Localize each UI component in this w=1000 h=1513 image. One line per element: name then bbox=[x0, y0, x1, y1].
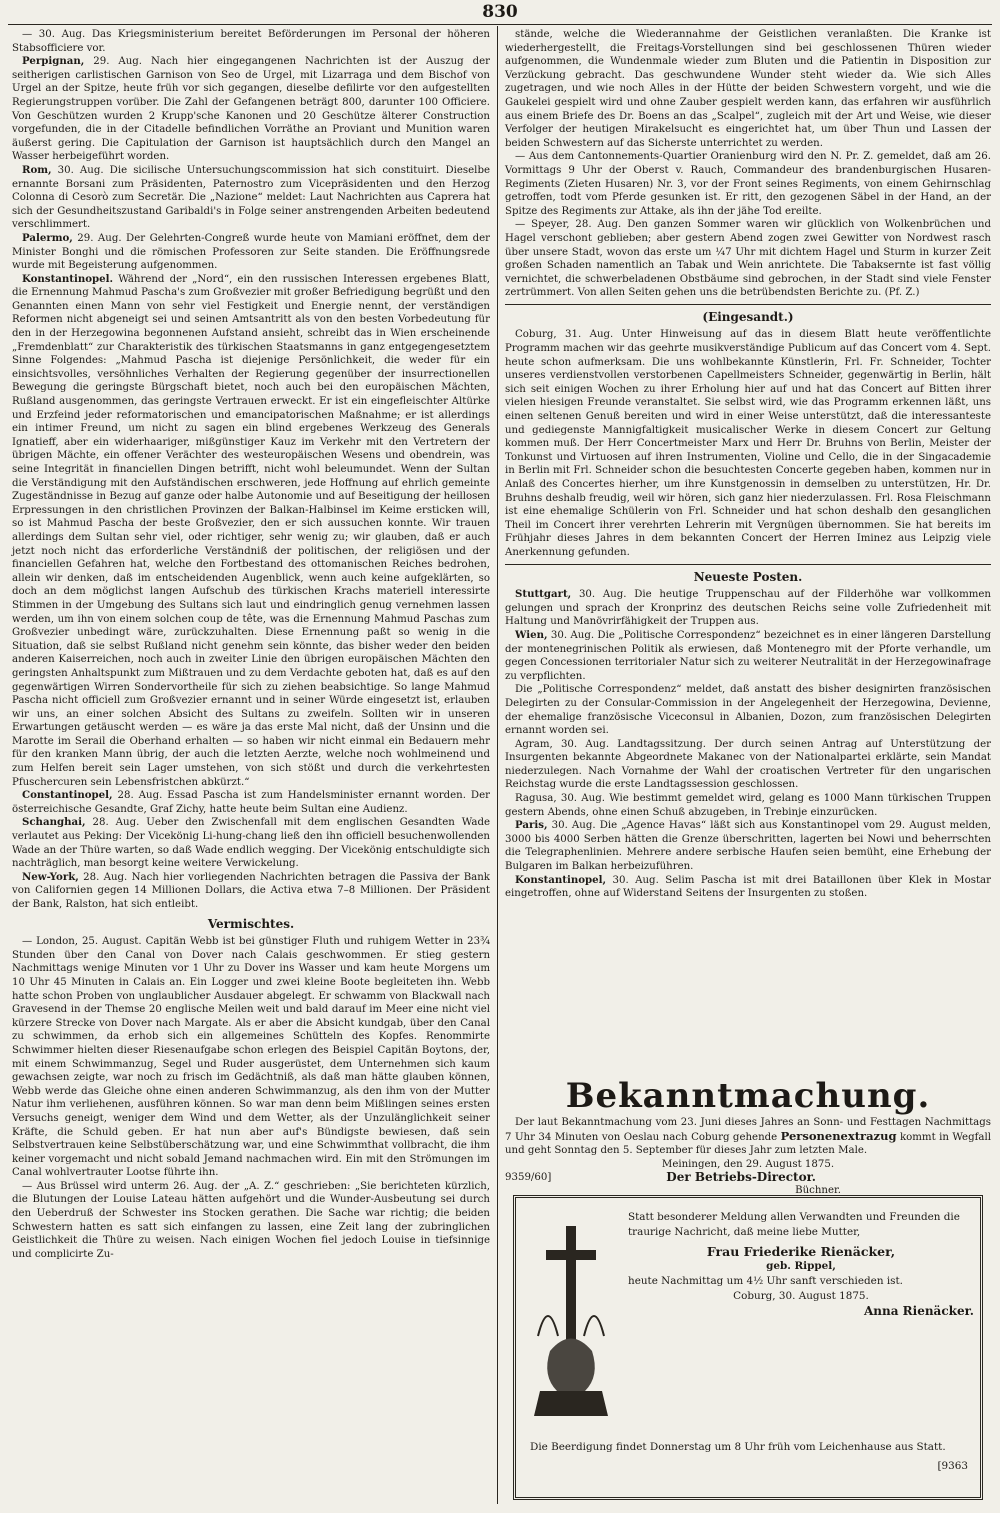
dateline-place: Perpignan, bbox=[22, 55, 85, 68]
latest-news-article bbox=[505, 874, 991, 901]
news-article bbox=[505, 150, 991, 218]
notice-place-date: Meiningen, den 29. August 1875. bbox=[661, 1158, 835, 1170]
notice-signer-name: Büchner. bbox=[795, 1184, 841, 1196]
article-text: Die „Politische Correspondenz“ meldet, daß anstatt des bisher designirten französischen Delegirten zu der Consular-Commission in der Angelegenheit der Herzegowina, Devienne, der ehemalige französische Viceconsul in Albanien, Dozon, zum französischen Delegirten ernannt worden sei. bbox=[505, 684, 991, 737]
notice-train: Personenextrazug bbox=[780, 1128, 897, 1143]
death-notice bbox=[513, 1195, 983, 1500]
article-text: 28. Aug. Essad Pascha ist zum Handelsminister ernannt worden. Der österreichische Gesandte, Graf Zichy, hatte heute beim Sultan eine Audienz. bbox=[12, 790, 490, 815]
article-text: 29. Aug. Der Gelehrten-Congreß wurde heute von Mamiani eröffnet, dem der Minister Bonghi und die römischen Professoren zur Seite standen. Die Eröffnungsrede wurde mit Begeisterung aufgenommen. bbox=[12, 232, 490, 272]
column-divider bbox=[497, 26, 498, 1504]
death-place-date: Coburg, 30. August 1875. bbox=[733, 1290, 869, 1302]
notice-body-before: Der laut Bekanntmachung vom 23. Juni dieses Jahres an Sonn- und Festtagen Nachmittags 7 Uhr 34 Minuten von Oeslau nach Coburg gehende bbox=[505, 1117, 991, 1143]
death-notice-ref: [9363 bbox=[937, 1460, 968, 1472]
dateline-place: New-York, bbox=[22, 870, 79, 883]
latest-news-article bbox=[505, 588, 991, 629]
latest-news-article bbox=[505, 683, 991, 737]
left-column bbox=[12, 28, 490, 1261]
eingesandt-heading: (Eingesandt.) bbox=[702, 309, 794, 324]
page-number: 830 bbox=[482, 2, 518, 22]
dateline-place: Rom, bbox=[22, 163, 52, 176]
news-article bbox=[12, 164, 490, 232]
neueste-heading: Neueste Posten. bbox=[693, 569, 803, 584]
article-text: Agram, 30. Aug. Landtagssitzung. Der durch seinen Antrag auf Unterstützung der Insurgenten bekannte Abgeordnete Makanec von der Nationalpartei erklärte, sein Mandat niederzulegen. Nach Vornahme der Wahl der croatischen Vertreter für den ungarischen Reichstag wurde die erste Landtagssession geschlossen. bbox=[505, 738, 991, 791]
section-rule bbox=[505, 564, 991, 565]
latest-news-article bbox=[505, 738, 991, 792]
notice-signature-row bbox=[505, 1171, 991, 1185]
dateline-place: Wien, bbox=[515, 628, 548, 641]
death-signer: Anna Rienäcker. bbox=[863, 1304, 974, 1318]
news-article bbox=[12, 232, 490, 273]
grave-cross-icon bbox=[530, 1216, 612, 1426]
article-text: 30. Aug. Selim Pascha ist mit drei Bataillonen über Klek in Mostar eingetroffen, ohne auf Widerstand Seitens der Insurgenten zu stoßen. bbox=[505, 874, 991, 900]
article-text: — Aus dem Cantonnements-Quartier Oranienburg wird den N. Pr. Z. gemeldet, daß am 26. Vormittags 9 Uhr der Oberst v. Rauch, Commandeur des brandenburgischen Husaren-Regiments (Zieten Husaren) Nr. 3, vor der Front seines Regiments, von einem Gehirnschlag getroffen, todt vom Pferde gesunken ist. Er ritt, den gezogenen Säbel in der Hand, an der Spitze des Regiments zur Attake, als ihn der jähe Tod ereilte. bbox=[505, 151, 991, 217]
notice-body-after: kommt in Wegfall und geht Sonntag den 5. September für dieses Jahr zum letzten Male. bbox=[505, 1131, 991, 1157]
article-text: stände, welche die Wiederannahme der Geistlichen veranlaßten. Die Kranke ist wiederhergestellt, die Freitags-Vorstellungen sind bei geschlossenen Thüren wieder aufgenommen, die Wundenmale wieder zum Bluten und die Patientin in Disposition zur Verzückung gebracht. Das geschwundene Wunder steht wieder da. Wie sich Alles zugetragen, und wie noch Alles in der Hütte der beiden Schwestern vorgeht, und wie die Gaukelei gespielt wird und ohne Zauber gespielt werden kann, das erfahren wir ausführlich aus einem Briefe des Dr. Boens an das „Scalpel“, zugleich mit der Art und Weise, wie dieser Verfolger der heutigen Mirakelsucht es eingerichtet hat, um über Thun und Lassen der beiden Schwestern auf das Sicherste unterrichtet zu werden. bbox=[505, 29, 991, 149]
latest-news-article bbox=[505, 819, 991, 873]
deceased-name: Frau Friederike Rienäcker, bbox=[706, 1244, 896, 1259]
news-article bbox=[505, 28, 991, 150]
deceased-born: geb. Rippel, bbox=[766, 1260, 836, 1272]
news-article bbox=[12, 816, 490, 870]
article-text: 30. Aug. Die „Politische Correspondenz“ bezeichnet es in einer längeren Darstellung der montenegrinischen Politik als erwiesen, daß Montenegro mit der Pforte verhandle, um gegen Concessionen territorialer Natur sich zu weiterer Neutralität in der Herzegowinafrage zu verpflichten. bbox=[505, 629, 991, 682]
dateline-place: Paris, bbox=[515, 819, 548, 832]
dateline-place: Schanghai, bbox=[22, 816, 86, 829]
news-article bbox=[505, 218, 991, 300]
latest-news-article bbox=[505, 792, 991, 819]
article-text: — 30. Aug. Das Kriegsministerium bereitet Beförderungen im Personal der höheren Stabsofficiere vor. bbox=[12, 29, 490, 54]
dateline-place: Constantinopel, bbox=[22, 789, 113, 802]
death-intro: Statt besonderer Meldung allen Verwandten und Freunden die traurige Nachricht, daß meine liebe Mutter, bbox=[628, 1211, 960, 1238]
news-article bbox=[12, 55, 490, 164]
notice-body bbox=[505, 1116, 991, 1158]
dateline-place: Palermo, bbox=[22, 231, 73, 244]
right-column bbox=[505, 28, 991, 901]
article-text: — Speyer, 28. Aug. Den ganzen Sommer waren wir glücklich von Wolkenbrüchen und Hagel verschont geblieben; aber gestern Abend zogen zwei Gewitter von Nordwest rasch über unsere Stadt, wovon das erste um ¼7 Uhr mit dichtem Hagel und Sturm in kurzer Zeit großen Schaden namentlich an Tabak und Wein anrichtete. Die Tabaksernte ist fast völlig vernichtet, die schwerbeladenen Obstbäume sind gebrochen, in der Stadt sind viele Fenster zertrümmert. Von allen Seiten gehen uns die betrübendsten Berichte zu. (Pf. Z.) bbox=[505, 219, 991, 299]
funeral-note: Die Beerdigung findet Donnerstag um 8 Uhr früh vom Leichenhause aus Statt. bbox=[530, 1441, 946, 1453]
vermischtes-heading: Vermischtes. bbox=[207, 916, 295, 931]
vermischtes-article: — London, 25. August. Capitän Webb ist bei günstiger Fluth und ruhigem Wetter in 23¾ Stunden über den Canal von Dover nach Calais geschwommen. Er stieg gestern Nachmittags wenige Minuten vor 1 Uhr zu Dover ins Wasser und kam heute Morgens um 10 Uhr 45 Minuten in Calais an. Ein Logger und zwei kleine Boote begleiteten ihn. Webb hatte schon Proben von unglaublicher Ausdauer abgelegt. Er schwamm von Blackwall nach Gravesend in der Themse 20 englische Meilen weit und bald darauf im Meer eine nicht viel kürzere Strecke von Dover nach Margate. Als er aber die Absicht kundgab, über den Canal zu schwimmen, da erhob sich ein allgemeines Schütteln des Kopfes. Renommirte Schwimmer hielten dieser Riesenaufgabe schon erlegen des Beispiel Capitän Boytons, der, mit einem Schwimmanzug, Segel und Ruder ausgerüstet, dem Unternehmen sich kaum gewachsen zeigte, war noch zu frisch im Gedächtniß, als daß man hätte glauben können, Webb werde das Gleiche ohne einen anderen Schwimmanzug, als den ihm von der Mutter Natur ihm verliehenen, ausführen können. So war man denn beim Mißlingen seines ersten Versuchs geneigt, weniger dem Wind und dem Wetter, als der Unzulänglichkeit seiner Kräfte, die Schuld geben. Er hat nun aber auf's Bündigste bewiesen, daß sein Selbstvertrauen keine Selbstüberschätzung war, und eine Schwimmthat vollbracht, die ihm keiner vorgemacht und nicht sobald Jemand nachmachen wird. Ein mit den Strömungen im Canal wohlvertrauter Lootse führte ihn. bbox=[12, 936, 490, 1179]
article-text: 30. Aug. Die heutige Truppenschau auf der Filderhöhe war vollkommen gelungen und sprach der Kronprinz des deutschen Reichs seine volle Zufriedenheit mit Haltung und Manövrirfähigkeit der Truppen aus. bbox=[505, 589, 991, 628]
dateline-place: Konstantinopel. bbox=[22, 272, 114, 285]
article-text: Während der „Nord“, ein den russischen Interessen ergebenes Blatt, die Ernennung Mahmud Pascha's zum Großvezier mit großer Befriedigung begrüßt und den Genannten einen Mann von sehr viel Festigkeit und Energie nennt, der verständigen Reformen nicht abgeneigt sei und seinen Amtsantritt als von den besten Vorbedeutung für den in der Herzegowina begonnenen Aufstand ansieht, schreibt das in Wien erscheinende „Fremdenblatt“ zur Charakteristik des türkischen Staatsmanns in ganz entgegengesetztem Sinne Folgendes: „Mahmud Pascha ist diejenige Persönlichkeit, die weder für ein einsichtsvolles, versöhnliches Verhalten der Regierung gegenüber der insurrectionellen Bewegung die geringste Bürgschaft bietet, noch auch bei den europäischen Mächten, Rußland ausgenommen, das geringste Vertrauen erweckt. Er ist ein eingefleischter Altürke und Erzfeind jeder reformatorischen und emancipatorischen Maßnahme; er ist allerdings ein intimer Freund, um nicht zu sagen ein blind ergebenes Werkzeug des Generals Ignatieff, aber ein widerhaariger, mißgünstiger Kauz im Verkehr mit den Vertretern der übrigen Mächte, ein offener Verächter des westeuropäischen Wesens und obendrein, was seine Integrität in financiellen Dingen betrifft, nicht wohl beleumundet. Wenn der Sultan die Verständigung mit den Aufständischen erschweren, jede Hoffnung auf ehrlich gemeinte Zugeständnisse in Bezug auf ganze oder halbe Autonomie und auf Beseitigung der heillosen Erpressungen in den christlichen Provinzen der Balkan-Halbinsel im Keime ersticken will, so ist Mahmud Pascha der beste Großvezier, den er sich aussuchen konnte. Wir trauen allerdings dem Sultan sehr viel, oder richtiger, sehr wenig zu; wir glauben, daß er auch jetzt noch nicht das erforderliche Verständniß der politischen, der religiösen und der financiellen Gefahren hat, welche den Fortbestand des ottomanischen Reiches bedrohen, allein wir denken, daß im entscheidenden Augenblick, wenn auch keine aufgeklärten, so doch an dem möglichst langen Aufschub des türkischen Krachs materiell interessirte Stimmen in der Umgebung des Sultans sich laut und eindringlich genug vernehmen lassen werden, um ihn von einem solchen coup de tête, was die Ernennung Mahmud Paschas zum Großvezier unbedingt wäre, zurückzuhalten. Diese Ernennung paßt so wenig in die Situation, daß sie selbst Rußland nicht genehm sein könnte, das bisher weder den beiden anderen Kaiserreichen, noch auch in zweiter Linie den übrigen europäischen Mächten den geringsten Anhaltspunkt zum Mißtrauen und zu dem Verdachte geboten hat, daß es auf den gegenwärtigen Wirren Sondervortheile für sich zu ziehen beabsichtige. So lange Mahmud Pascha nicht officiell zum Großvezier ernannt und in seiner Würde eingesetzt ist, erlauben wir uns, an einer solchen Absicht des Sultans zu zweifeln. Sollten wir in unseren Erwartungen getäuscht werden — es wäre ja das erste Mal nicht, daß der Unsinn und die Marotte im Serail die Oberhand erhalten — so haben wir nicht einmal ein Bedauern mehr für den kranken Mann übrig, der auch die letzten Aerzte, welche noch wohlmeinend und zum Helfen bereit sein Lager umstehen, von sich stößt und durch die verkehrtesten Pfuschercuren sein Lebensfristchen abkürzt.“ bbox=[12, 273, 490, 788]
header-rule bbox=[8, 24, 992, 25]
article-text: Ragusa, 30. Aug. Wie bestimmt gemeldet wird, gelang es 1000 Mann türkischen Truppen gestern Abends, ohne einen Schuß abzugeben, in Trebinje einzurücken. bbox=[505, 793, 991, 818]
death-notice-text bbox=[628, 1210, 974, 1319]
latest-news-article bbox=[505, 629, 991, 683]
news-article bbox=[12, 273, 490, 790]
news-article bbox=[12, 871, 490, 912]
article-text: 28. Aug. Ueber den Zwischenfall mit dem englischen Gesandten Wade verlautet aus Peking: Der Vicekönig Li-hung-chang ließ den ihn officiell besuchenwollenden Wade an der Thüre warten, so daß Wade endlich wegging. Der Vicekönig entschuldigte sich nachträglich, man besorgt keine weitere Verwickelung. bbox=[12, 817, 490, 870]
notice-ref: 9359/60] bbox=[505, 1172, 552, 1184]
article-text: 30. Aug. Die sicilische Untersuchungscommission hat sich constituirt. Dieselbe ernannte Borsani zum Präsidenten, Paternostro zum Vicepräsidenten und den Herzog Colonna di Cesorò zum Secretär. Die „Nazione“ meldet: Laut Nachrichten aus Caprera hat sich der Gesundheitszustand Garibaldi's in Folge seiner anstrengenden Arbeiten bedeutend verschlimmert. bbox=[12, 164, 490, 231]
section-rule bbox=[505, 304, 991, 305]
vermischtes-article: — Aus Brüssel wird unterm 26. Aug. der „A. Z.“ geschrieben: „Sie berichteten kürzlich, die Blutungen der Louise Lateau hätten aufgehört und die Wunder-Ausbeutung sei durch den Ueberdruß der Schwester ins Stocken gerathen. Die Sache war richtig; die beiden Schwestern hatten es satt sich einfangen zu lassen, eine Zeit lang der zubringlichen Geistlichkeit die Thüre zu weisen. Nach einigen Wochen fiel jedoch Louise in tiefsinnige und complicirte Zu- bbox=[12, 1180, 490, 1260]
article-text: 30. Aug. Die „Agence Havas“ läßt sich aus Konstantinopel vom 29. August melden, 3000 bis 4000 Serben hätten die Grenze überschritten, lagerten bei Nowi und beherrschten die Telegraphenlinien. Mehrere andere serbische Haufen seien bemüht, eine Erhebung der Bulgaren im Balkan herbeizuführen. bbox=[505, 820, 991, 873]
dateline-place: Stuttgart, bbox=[515, 588, 572, 601]
news-article bbox=[12, 789, 490, 816]
death-passing: heute Nachmittag um 4½ Uhr sanft verschieden ist. bbox=[628, 1275, 903, 1287]
article-text: 29. Aug. Nach hier eingegangenen Nachrichten ist der Auszug der seitherigen carlistischen Garnison von Seo de Urgel, mit Lizarraga und dem Bischof von Urgel an der Spitze, heute früh vor sich gegangen, dieselbe defilirte vor den aufgestellten Regierungstruppen vorüber. Die Zahl der Gefangenen beträgt 800, darunter 100 Officiere. Von Geschützen wurden 2 Krupp'sche Kanonen und 20 Geschütze älterer Construction vorgefunden, die in der Citadelle befindlichen Vorräthe an Proviant und Munition waren äußerst gering. Die Capitulation der Garnison ist hauptsächlich durch den Mangel an Wasser herbeigeführt worden. bbox=[12, 56, 490, 163]
article-text: 28. Aug. Nach hier vorliegenden Nachrichten betragen die Passiva der Bank von Californien gegen 14 Millionen Dollars, die Activa etwa 7–8 Millionen. Der Präsident der Bank, Ralston, hat sich entleibt. bbox=[12, 871, 490, 910]
news-article bbox=[12, 28, 490, 55]
dateline-place: Konstantinopel, bbox=[515, 873, 607, 886]
eingesandt-article: Coburg, 31. Aug. Unter Hinweisung auf das in diesem Blatt heute veröffentlichte Programm machen wir das geehrte musikverständige Publicum auf das Concert vom 4. Sept. heute schon aufmerksam. Die uns wohlbekannte Künstlerin, Frl. Fr. Schneider, Tochter unseres verdienstvollen verstorbenen Capellmeisters Schneider, gegenwärtig in Berlin, hält sich seit einigen Wochen zu ihrer Erholung hier auf und hat das Concert auf Bitten ihrer vielen hiesigen Freunde veranstaltet. Sie selbst wird, wie das Programm erkennen läßt, uns einen seltenen Genuß bereiten und wird in einer Weise unterstützt, daß die interessanteste und gediegenste Mannigfaltigkeit musicalischer Werke in diesem Concert zur Geltung kommen muß. Der Herr Concertmeister Marx und Herr Dr. Bruhns von Berlin, Meister der Tonkunst und Virtuosen auf ihren Instrumenten, Violine und Cello, die in der Singacademie in Berlin mit Frl. Schneider schon die besuchtesten Concerte gegeben haben, kommen nur in Anlaß des Concertes hierher, um ihre Kunstgenossin in demselben zu unterstützen, Hr. Dr. Bruhns deshalb freudig, weil wir hören, sich ganz hier niederzulassen. Frl. Rosa Fleischmann ist eine ehemalige Schülerin von Frl. Schneider und hat schon deshalb den gesanglichen Theil im Concert ihrer verehrten Lehrerin mit Vergnügen übernommen. Sie hat bereits im Frühjahr dieses Jahres in dem bekannten Concert der Herren Iminez aus Leipzig viele Anerkennung gefunden. bbox=[505, 329, 991, 558]
notice-signer-title: Der Betriebs-Director. bbox=[666, 1170, 816, 1185]
notice-title: Bekanntmachung. bbox=[565, 1076, 931, 1116]
